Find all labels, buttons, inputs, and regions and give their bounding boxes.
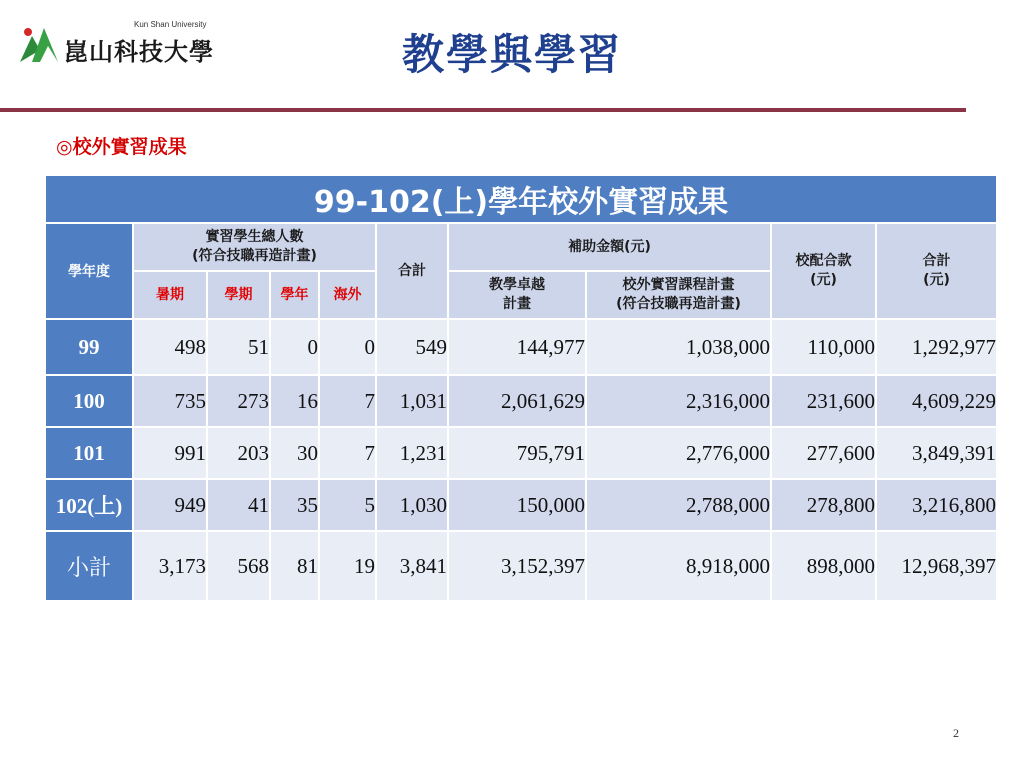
cell-matching: 277,600 (771, 427, 876, 479)
header-semester: 學期 (207, 271, 270, 319)
header-internship (586, 271, 771, 319)
cell-summer: 949 (133, 479, 207, 531)
cell-total: 4,609,229 (876, 375, 997, 427)
header-total-line1: 合計 (922, 253, 951, 269)
cell-excellence: 144,977 (448, 319, 586, 375)
cell-schoolyear: 16 (270, 375, 319, 427)
cell-internship: 2,788,000 (586, 479, 771, 531)
cell-internship: 2,776,000 (586, 427, 771, 479)
cell-summer: 498 (133, 319, 207, 375)
cell-matching: 231,600 (771, 375, 876, 427)
cell-internship: 1,038,000 (586, 319, 771, 375)
cell-schoolyear: 81 (270, 531, 319, 601)
header-students-total-line1: 實習學生總人數 (205, 229, 304, 245)
header-excellence-line2: 計畫 (503, 296, 531, 312)
cell-excellence: 3,152,397 (448, 531, 586, 601)
cell-semester: 51 (207, 319, 270, 375)
table-row (45, 375, 997, 427)
cell-schoolyear: 0 (270, 319, 319, 375)
header-matching (771, 223, 876, 319)
page-title: 教學與學習 (401, 30, 622, 79)
cell-sum: 1,030 (376, 479, 448, 531)
header-matching-line1: 校配合款 (795, 253, 852, 269)
cell-total: 1,292,977 (876, 319, 997, 375)
header-students-total-line2: (符合技職再造計畫) (192, 248, 317, 264)
cell-summer: 735 (133, 375, 207, 427)
cell-excellence: 2,061,629 (448, 375, 586, 427)
cell-semester: 568 (207, 531, 270, 601)
header-total-line2: (元) (923, 272, 950, 288)
row-year: 99 (45, 319, 133, 375)
cell-excellence: 150,000 (448, 479, 586, 531)
cell-sum: 549 (376, 319, 448, 375)
header-internship-line1: 校外實習課程計畫 (622, 277, 735, 293)
header-summer: 暑期 (133, 271, 207, 319)
cell-summer: 991 (133, 427, 207, 479)
cell-sum: 3,841 (376, 531, 448, 601)
header-excellence-line1: 教學卓越 (489, 277, 545, 293)
cell-overseas: 19 (319, 531, 376, 601)
table-row (45, 427, 997, 479)
header-students-total (133, 223, 376, 271)
table-row (45, 319, 997, 375)
cell-total: 3,849,391 (876, 427, 997, 479)
cell-sum: 1,031 (376, 375, 448, 427)
cell-overseas: 7 (319, 375, 376, 427)
cell-semester: 203 (207, 427, 270, 479)
cell-overseas: 0 (319, 319, 376, 375)
row-year: 小計 (45, 531, 133, 601)
header-overseas: 海外 (319, 271, 376, 319)
row-year: 100 (45, 375, 133, 427)
cell-semester: 273 (207, 375, 270, 427)
cell-internship: 2,316,000 (586, 375, 771, 427)
cell-overseas: 7 (319, 427, 376, 479)
cell-summer: 3,173 (133, 531, 207, 601)
table-row-subtotal (45, 531, 997, 601)
cell-schoolyear: 35 (270, 479, 319, 531)
cell-total: 12,968,397 (876, 531, 997, 601)
logo-english-name: Kun Shan University (134, 20, 207, 29)
header-matching-line2: (元) (810, 272, 837, 288)
divider (0, 108, 966, 112)
header-year: 學年度 (45, 223, 133, 319)
cell-schoolyear: 30 (270, 427, 319, 479)
header-schoolyear: 學年 (270, 271, 319, 319)
cell-overseas: 5 (319, 479, 376, 531)
cell-matching: 278,800 (771, 479, 876, 531)
section-heading: ◎校外實習成果 (56, 136, 187, 158)
page-number: 2 (953, 726, 959, 740)
cell-matching: 898,000 (771, 531, 876, 601)
cell-semester: 41 (207, 479, 270, 531)
table-caption: 99-102(上)學年校外實習成果 (45, 175, 997, 223)
internship-results-table (44, 174, 998, 602)
logo-chinese-name: 崑山科技大學 (64, 37, 214, 66)
cell-matching: 110,000 (771, 319, 876, 375)
header-sum: 合計 (376, 223, 448, 319)
cell-sum: 1,231 (376, 427, 448, 479)
header-total (876, 223, 997, 319)
header-subsidy: 補助金額(元) (448, 223, 771, 271)
row-year: 101 (45, 427, 133, 479)
header-excellence (448, 271, 586, 319)
table-row (45, 479, 997, 531)
cell-excellence: 795,791 (448, 427, 586, 479)
row-year: 102(上) (45, 479, 133, 531)
cell-internship: 8,918,000 (586, 531, 771, 601)
cell-total: 3,216,800 (876, 479, 997, 531)
header-internship-line2: (符合技職再造計畫) (616, 296, 741, 312)
